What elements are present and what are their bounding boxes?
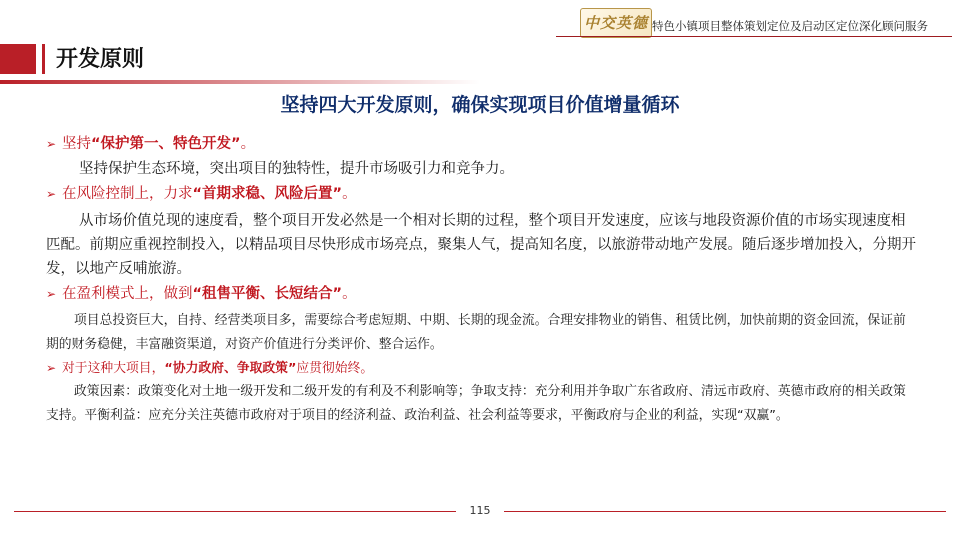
page-number: 115 <box>469 504 491 517</box>
bullet-prefix: 坚持 <box>62 136 91 152</box>
arrow-bullet-icon: ➢ <box>46 361 57 375</box>
subheading: 坚持四大开发原则，确保实现项目价值增量循环 <box>280 94 680 116</box>
content-body <box>46 133 916 428</box>
paragraph-risk-control: 从市场价值兑现的速度看，整个项目开发必然是一个相对长期的过程，整个项目开发速度，应该与地段资源价值的市场实现速度相匹配。前期应重视控制投入，以精品项目尽快形成市场亮点，聚集人气，提高知名度，以旅游带动地产发展。随后逐步增加投入，分期开发，以地产反哺旅游。 <box>46 213 916 277</box>
paragraph-government: 政策因素：政策变化对土地一级开发和二级开发的有利及不利影响等；争取支持：充分利用并争取广东省政府、清远市政府、英德市政府的相关政策支持。平衡利益：应充分关注英德市政府对于项目的经济利益、政治利益、社会利益等要求，平衡政府与企业的利益，实现“双赢”。 <box>46 384 906 423</box>
bullet-prefix: 对于这种大项目， <box>62 361 165 376</box>
title-accent-block <box>0 44 36 74</box>
footer-rule-right <box>504 511 946 512</box>
header-subtitle: 特色小镇项目整体策划定位及启动区定位深化顾问服务 <box>652 19 928 33</box>
bullet-profit-model <box>46 283 916 305</box>
arrow-bullet-icon: ➢ <box>46 287 57 301</box>
footer-rule-left <box>14 511 456 512</box>
bullet-highlight: “协力政府、争取政策” <box>164 361 297 376</box>
bullet-prefix: 在风险控制上，力求 <box>62 186 193 202</box>
title-accent-stripe <box>42 44 45 74</box>
bullet-government <box>46 357 916 380</box>
bullet-prefix: 在盈利模式上，做到 <box>62 286 193 302</box>
company-logo: 中交英德 <box>580 8 652 38</box>
header-divider <box>556 36 952 37</box>
arrow-bullet-icon: ➢ <box>46 137 57 151</box>
bullet-suffix: 。 <box>342 186 357 202</box>
bullet-highlight: “租售平衡、长短结合” <box>192 286 343 302</box>
arrow-bullet-icon: ➢ <box>46 187 57 201</box>
title-underline <box>0 80 480 84</box>
bullet-suffix: 应贯彻始终。 <box>296 361 374 376</box>
bullet-highlight: “保护第一、特色开发” <box>91 136 241 152</box>
page-title: 开发原则 <box>56 47 145 72</box>
bullet-suffix: 。 <box>342 286 357 302</box>
bullet-highlight: “首期求稳、风险后置” <box>192 186 343 202</box>
bullet-risk-control <box>46 183 916 205</box>
bullet-suffix: 。 <box>240 136 256 152</box>
bullet-protection <box>46 133 916 155</box>
paragraph-profit-model: 项目总投资巨大，自持、经营类项目多，需要综合考虑短期、中期、长期的现金流。合理安排物业的销售、租赁比例，加快前期的资金回流，保证前期的财务稳健，丰富融资渠道，对资产价值进行分类评价、整合运作。 <box>46 313 906 352</box>
paragraph-protection: 坚持保护生态环境，突出项目的独特性，提升市场吸引力和竞争力。 <box>79 161 514 177</box>
